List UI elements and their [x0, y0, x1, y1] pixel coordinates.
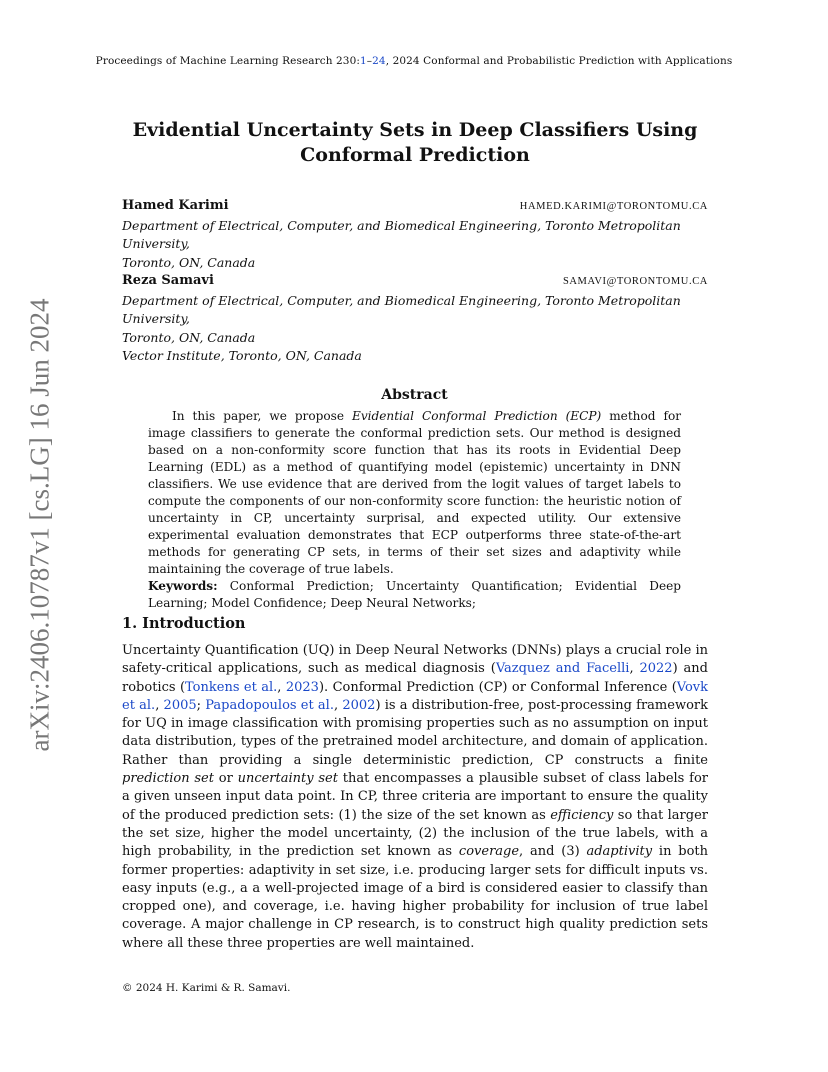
- affiliation: Toronto, ON, Canada: [122, 254, 256, 270]
- body-text: so that larger the set size, higher the model uncertainty, (2) the inclusion of the true labels, with a high probability, in the prediction set known as: [122, 807, 708, 860]
- emphasis: coverage: [458, 844, 520, 860]
- keywords-label: Keywords:: [148, 579, 218, 593]
- section-heading: 1. Introduction: [122, 615, 246, 632]
- copyright-notice: © 2024 H. Karimi & R. Samavi.: [122, 982, 291, 994]
- citation-link[interactable]: Vovk et al.: [122, 679, 709, 713]
- author-email[interactable]: HAMED.KARIMI@TORONTOMU.CA: [519, 201, 708, 212]
- intro-paragraph: [122, 642, 708, 953]
- running-head-text: Proceedings of Machine Learning Research 230:: [95, 55, 361, 67]
- emphasis: uncertainty set: [237, 771, 338, 787]
- emphasis: efficiency: [550, 807, 614, 823]
- citation-year-link[interactable]: 2002: [342, 697, 376, 713]
- body-text: ) is a distribution-free, post-processing framework for UQ in image classification with promising properties such as no assumption on input data distribution, types of the pretrained model architecture, and domain of application. Rather than providing a single deterministic prediction, CP constructs a finite: [122, 697, 708, 768]
- abstract-emphasis: Evidential Conformal Prediction (ECP): [351, 409, 602, 423]
- abstract: [148, 387, 681, 612]
- author-row: [122, 272, 708, 292]
- body-text: that encompasses a plausible subset of class labels for a given unseen input data point. In CP, three criteria are important to ensure the quality of the produced prediction sets: (1) the size of the set known as: [122, 771, 708, 823]
- citation-year-link[interactable]: 2022: [639, 661, 673, 677]
- page-start-link[interactable]: 1: [360, 55, 367, 67]
- affiliation: Toronto, ON, Canada: [122, 329, 256, 345]
- body-text: ;: [196, 697, 206, 713]
- body-text: Uncertainty Quantification (UQ) in Deep Neural Networks (DNNs) plays a crucial role in safety-critical applications, such as medical diagnosis (: [122, 643, 708, 677]
- running-head-dash: –: [366, 55, 373, 67]
- body-text: ,: [277, 679, 286, 695]
- author-name: Hamed Karimi: [122, 198, 229, 213]
- affiliation: Department of Electrical, Computer, and Biomedical Engineering, Toronto Metropolitan University,: [122, 292, 681, 326]
- citation-link[interactable]: Tonkens et al.: [185, 679, 278, 695]
- author-block: [122, 197, 708, 366]
- body-text: ,: [629, 661, 640, 677]
- emphasis: prediction set: [122, 771, 214, 787]
- title-line-2: Conformal Prediction: [300, 144, 530, 166]
- body-text: ,: [333, 697, 343, 713]
- author-row: [122, 197, 708, 217]
- author-name: Reza Samavi: [122, 273, 214, 288]
- author-email[interactable]: SAMAVI@TORONTOMU.CA: [562, 276, 708, 287]
- arxiv-id: arXiv:2406.10787v1 [cs.LG] 16 Jun 2024: [24, 298, 55, 752]
- affiliation: Department of Electrical, Computer, and Biomedical Engineering, Toronto Metropolitan University,: [122, 217, 681, 251]
- title-line-1: Evidential Uncertainty Sets in Deep Classifiers Using: [132, 119, 698, 141]
- arxiv-stamp: [20, 290, 60, 760]
- affiliation: Vector Institute, Toronto, ON, Canada: [122, 348, 362, 363]
- citation-link[interactable]: Papadopoulos et al.: [205, 697, 334, 713]
- running-head: [0, 55, 828, 67]
- body-text: in both former properties: adaptivity in set size, i.e. producing larger sets for difficult inputs vs. easy inputs (e.g., a a well-projected image of a bird is considered easier to classify than cropped one), and coverage, i.e. having higher probability for inclusion of true label coverage. A major challenge in CP research, is to construct high quality prediction sets where all these three properties are well maintained.: [122, 844, 708, 951]
- body-text: ,: [155, 697, 164, 713]
- body-text: ) and robotics (: [122, 661, 709, 695]
- running-head-suffix: , 2024 Conformal and Probabilistic Prediction with Applications: [385, 55, 733, 67]
- body-text: ). Conformal Prediction (CP) or Conformal Inference (: [318, 679, 677, 695]
- page-end-link[interactable]: 24: [372, 55, 386, 67]
- abstract-text-part: In this paper, we propose: [172, 409, 352, 423]
- emphasis: adaptivity: [586, 844, 653, 860]
- abstract-text: [148, 408, 681, 578]
- abstract-text-part: method for image classifiers to generate the conformal prediction sets. Our method is designed based on a non-conformity score function that has its roots in Evidential Deep Learning (EDL) as a method of quantifying model (epistemic) uncertainty in DNN classifiers. We use evidence that are derived from the logit values of target labels to compute the components of our non-conformity score function: the heuristic notion of uncertainty in CP, uncertainty surprisal, and expected utility. Our extensive experimental evaluation demonstrates that ECP outperforms three state-of-the-art methods for generating CP sets, in terms of their set sizes and adaptivity while maintaining the coverage of true labels.: [148, 409, 682, 576]
- body-text: , and (3): [519, 844, 587, 860]
- keywords-list: Conformal Prediction; Uncertainty Quantification; Evidential Deep Learning; Model Confidence; Deep Neural Networks;: [148, 579, 681, 610]
- keywords: [148, 578, 681, 612]
- body-text: or: [213, 771, 238, 787]
- abstract-heading: Abstract: [381, 387, 448, 403]
- citation-link[interactable]: Vazquez and Facelli: [495, 661, 630, 677]
- citation-year-link[interactable]: 2005: [163, 697, 197, 713]
- paper-title: [122, 118, 708, 168]
- citation-year-link[interactable]: 2023: [285, 679, 319, 695]
